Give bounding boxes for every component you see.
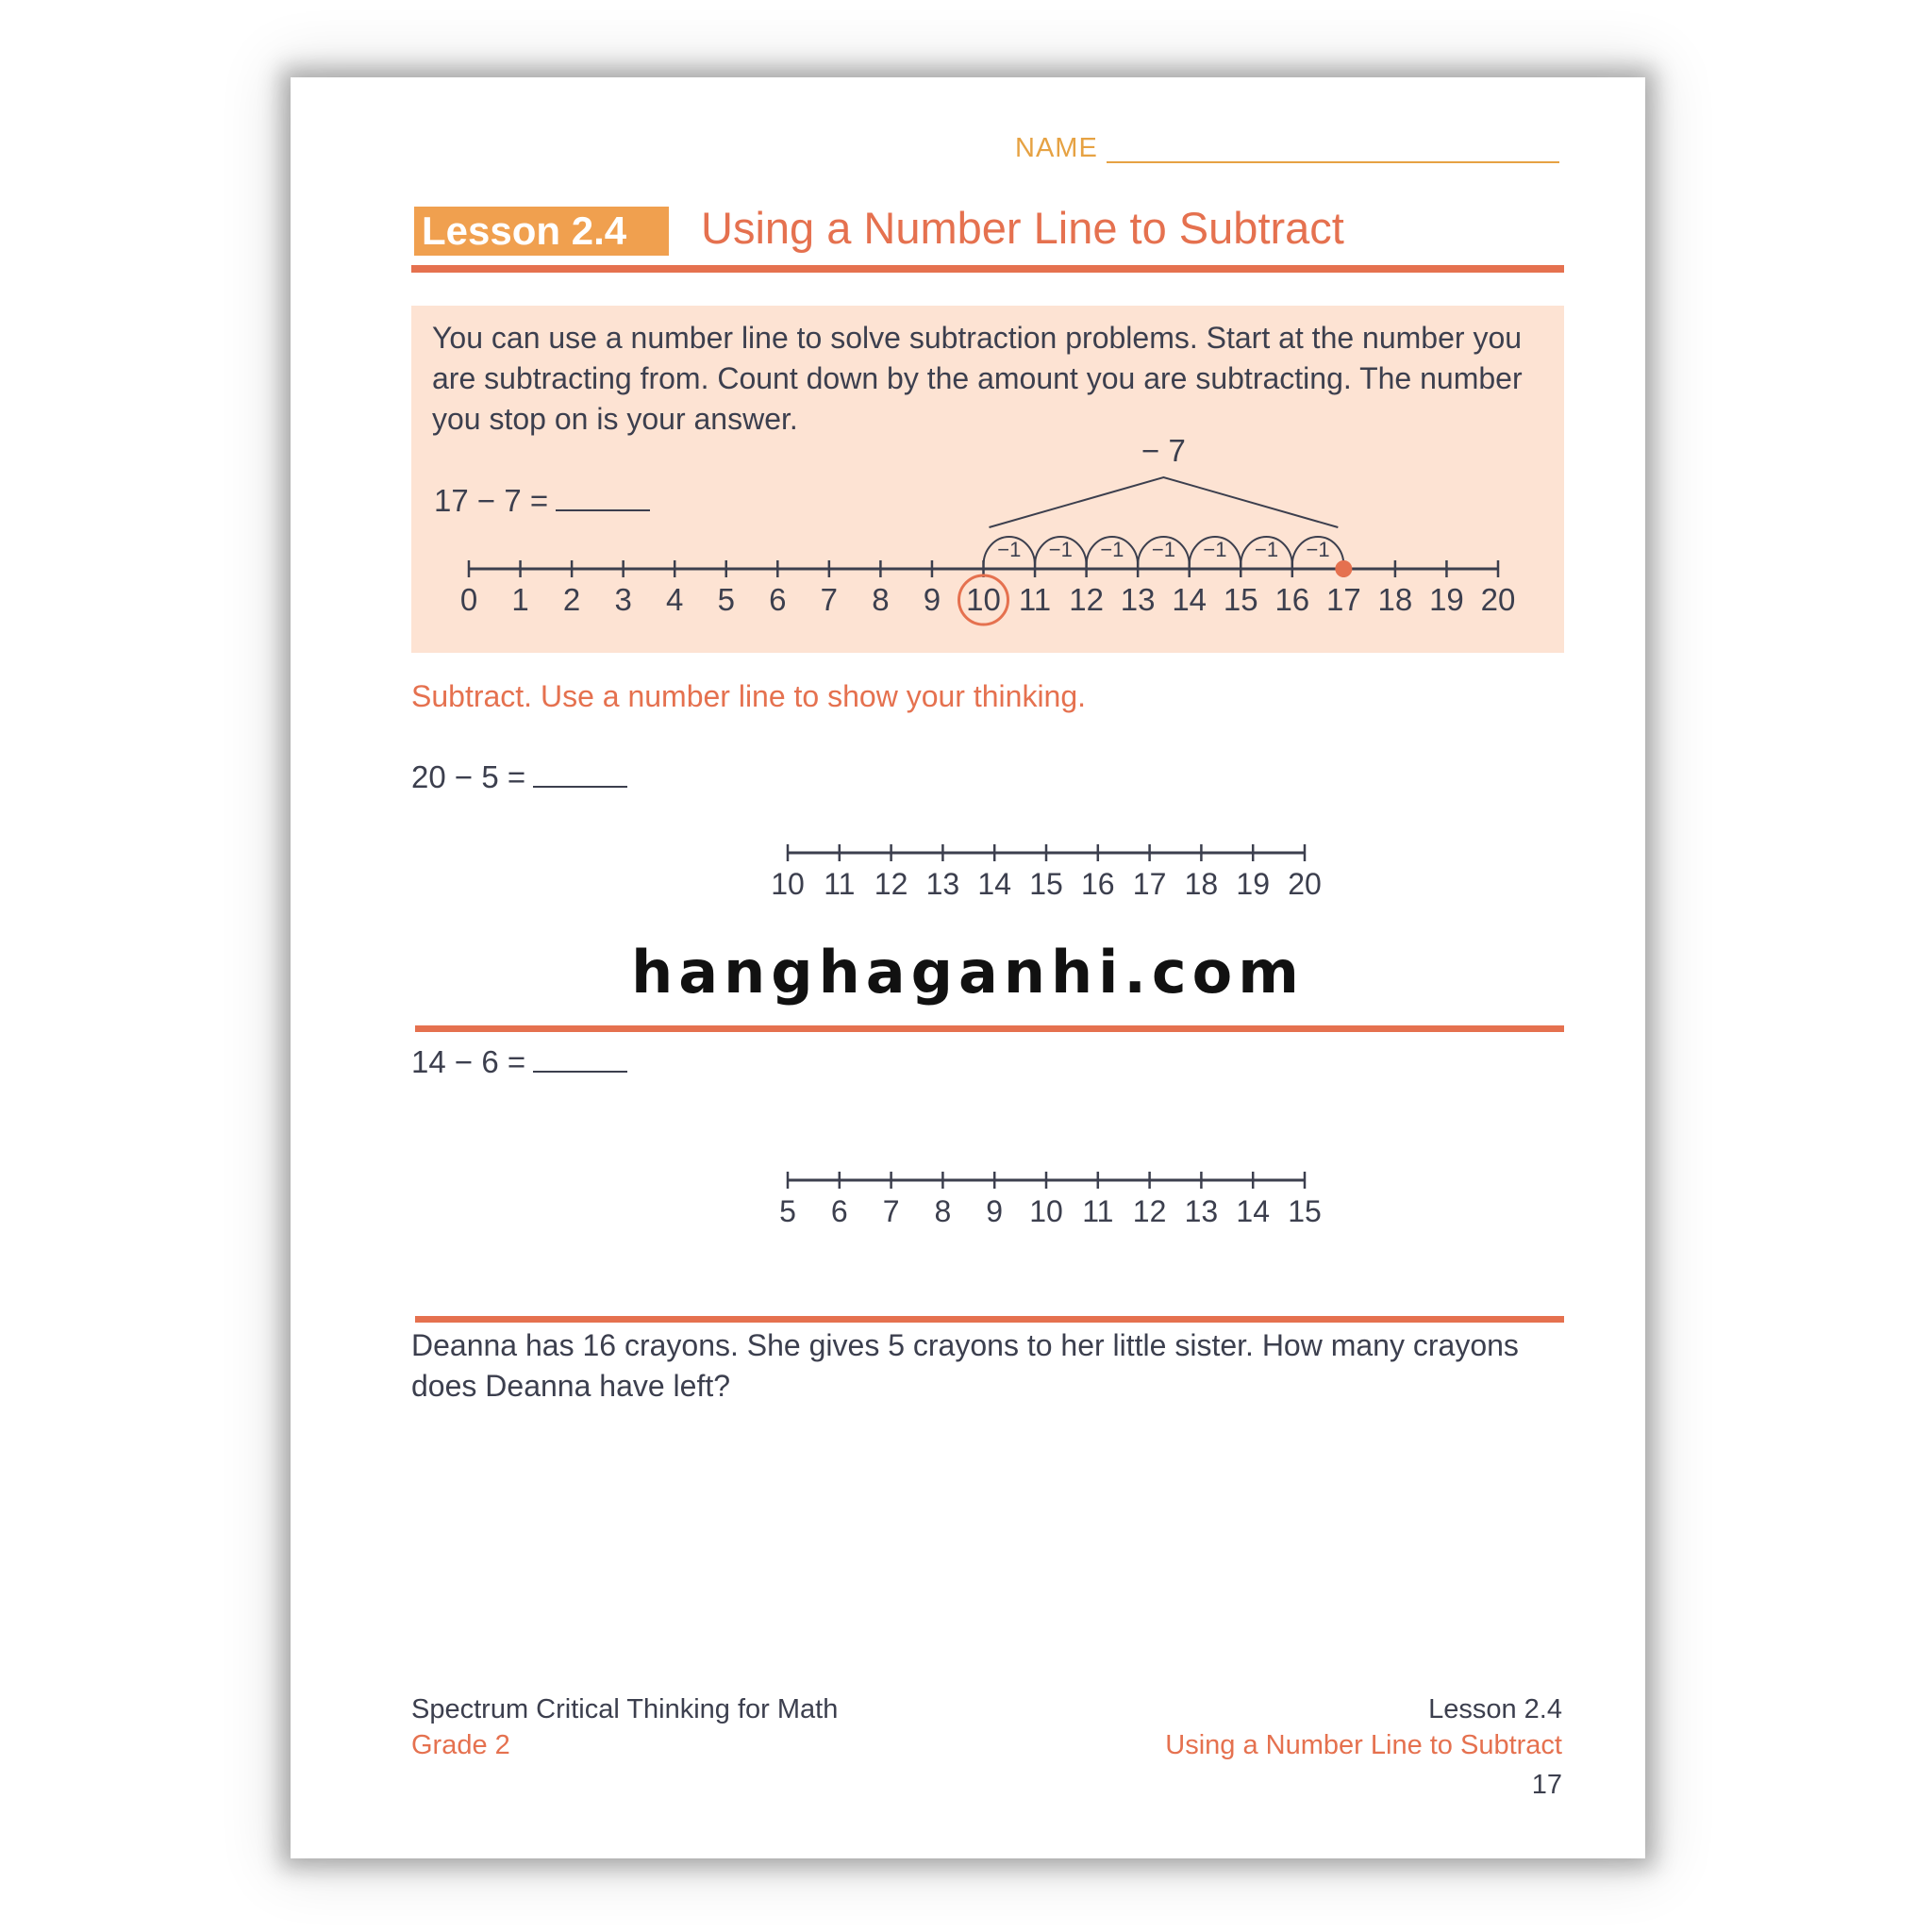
intro-line-tick-label: 10	[966, 582, 1001, 617]
problem1-line-tick-label: 13	[925, 867, 960, 901]
problem2-equation-text: 14 − 6 =	[411, 1044, 526, 1079]
intro-line-tick-label: 14	[1172, 582, 1208, 617]
problem1-line-tick-label: 11	[824, 867, 856, 901]
intro-line-tick-label: 16	[1274, 582, 1310, 617]
problem2-equation	[411, 1044, 627, 1080]
intro-line-tick-label: 3	[614, 582, 632, 617]
hop-label: −1	[1306, 538, 1330, 561]
intro-line-tick-label: 19	[1429, 582, 1464, 617]
problem1-line-tick-label: 16	[1081, 867, 1115, 901]
problem2-answer-blank[interactable]	[533, 1046, 627, 1073]
footer-lesson-title: Using a Number Line to Subtract	[1165, 1730, 1562, 1760]
hop-label: −1	[1100, 538, 1124, 561]
hop-label: −1	[997, 538, 1022, 561]
problem1-equation-text: 20 − 5 =	[411, 759, 526, 794]
intro-number-line	[460, 433, 1516, 625]
problem1-answer-blank[interactable]	[533, 761, 627, 788]
problem1-line-tick-label: 20	[1288, 867, 1322, 901]
jump-total-label: − 7	[1141, 433, 1186, 468]
hop-label: −1	[1048, 538, 1073, 561]
problem2-line-tick-label: 10	[1029, 1194, 1063, 1228]
intro-line-tick-label: 7	[820, 582, 839, 617]
lesson-title: Using a Number Line to Subtract	[701, 203, 1344, 253]
problem1-line-tick-label: 10	[771, 867, 805, 901]
problem2-line-tick-label: 6	[830, 1194, 848, 1228]
jump-bracket	[990, 477, 1339, 527]
problem1-line-tick-label: 18	[1184, 867, 1219, 901]
intro-line-tick-label: 6	[769, 582, 787, 617]
intro-line-tick-label: 2	[562, 582, 581, 617]
hop-label: −1	[1151, 538, 1175, 561]
divider-rule-1	[415, 1025, 1564, 1032]
problem2-line-tick-label: 5	[779, 1194, 796, 1228]
problem2-line-tick-label: 9	[986, 1194, 1004, 1228]
intro-text: You can use a number line to solve subtraction problems. Start at the number you are subtracting from. Count down by the amount you are subtracting. The number you stop on is your answer.	[432, 321, 1523, 436]
intro-line-tick-label: 0	[459, 582, 478, 617]
divider-rule-2	[415, 1316, 1564, 1323]
intro-line-tick-label: 9	[923, 582, 941, 617]
problem2-line-tick-label: 11	[1082, 1194, 1114, 1228]
problem2-line-tick-label: 8	[934, 1194, 952, 1228]
name-label: NAME	[1015, 133, 1098, 163]
problem2-line-tick-label: 12	[1132, 1194, 1167, 1228]
instruction-text: Subtract. Use a number line to show your thinking.	[411, 679, 1087, 713]
start-dot	[1335, 560, 1352, 577]
problem2-line-tick-label: 15	[1288, 1194, 1322, 1228]
problem1-equation	[411, 759, 627, 795]
footer-book-title: Spectrum Critical Thinking for Math	[411, 1694, 839, 1724]
problem2-line-tick-label: 7	[882, 1194, 900, 1228]
problem2-number-line	[779, 1172, 1322, 1228]
problem1-line-tick-label: 12	[874, 867, 908, 901]
intro-line-tick-label: 18	[1377, 582, 1413, 617]
intro-line-tick-label: 5	[717, 582, 735, 617]
watermark: hanghaganhi.com	[631, 938, 1305, 1007]
intro-line-tick-label: 15	[1223, 582, 1258, 617]
intro-line-tick-label: 11	[1018, 582, 1052, 617]
problem1-line-tick-label: 14	[977, 867, 1011, 901]
intro-line-tick-label: 8	[872, 582, 890, 617]
lesson-badge: Lesson 2.4	[414, 207, 669, 256]
intro-line-tick-label: 4	[666, 582, 684, 617]
worksheet-page	[291, 77, 1645, 1858]
hop-label: −1	[1203, 538, 1227, 561]
problem1-number-line	[771, 844, 1322, 901]
intro-line-tick-label: 17	[1325, 582, 1361, 617]
footer-grade: Grade 2	[411, 1730, 510, 1760]
problem2-line-tick-label: 13	[1184, 1194, 1219, 1228]
word-problem: Deanna has 16 crayons. She gives 5 crayons to her little sister. How many crayons does Deanna have left?	[411, 1328, 1519, 1403]
problem1-line-tick-label: 19	[1236, 867, 1270, 901]
intro-line-tick-label: 1	[511, 582, 529, 617]
example-equation-text: 17 − 7 =	[434, 483, 549, 518]
problem2-line-tick-label: 14	[1236, 1194, 1270, 1228]
footer-lesson: Lesson 2.4	[1428, 1694, 1562, 1724]
problem1-line-tick-label: 17	[1132, 867, 1167, 901]
intro-line-tick-label: 20	[1480, 582, 1516, 617]
hop-label: −1	[1254, 538, 1279, 561]
problem1-line-tick-label: 15	[1029, 867, 1063, 901]
footer-page-number: 17	[1531, 1770, 1562, 1800]
intro-line-tick-label: 12	[1069, 582, 1104, 617]
intro-line-tick-label: 13	[1120, 582, 1156, 617]
